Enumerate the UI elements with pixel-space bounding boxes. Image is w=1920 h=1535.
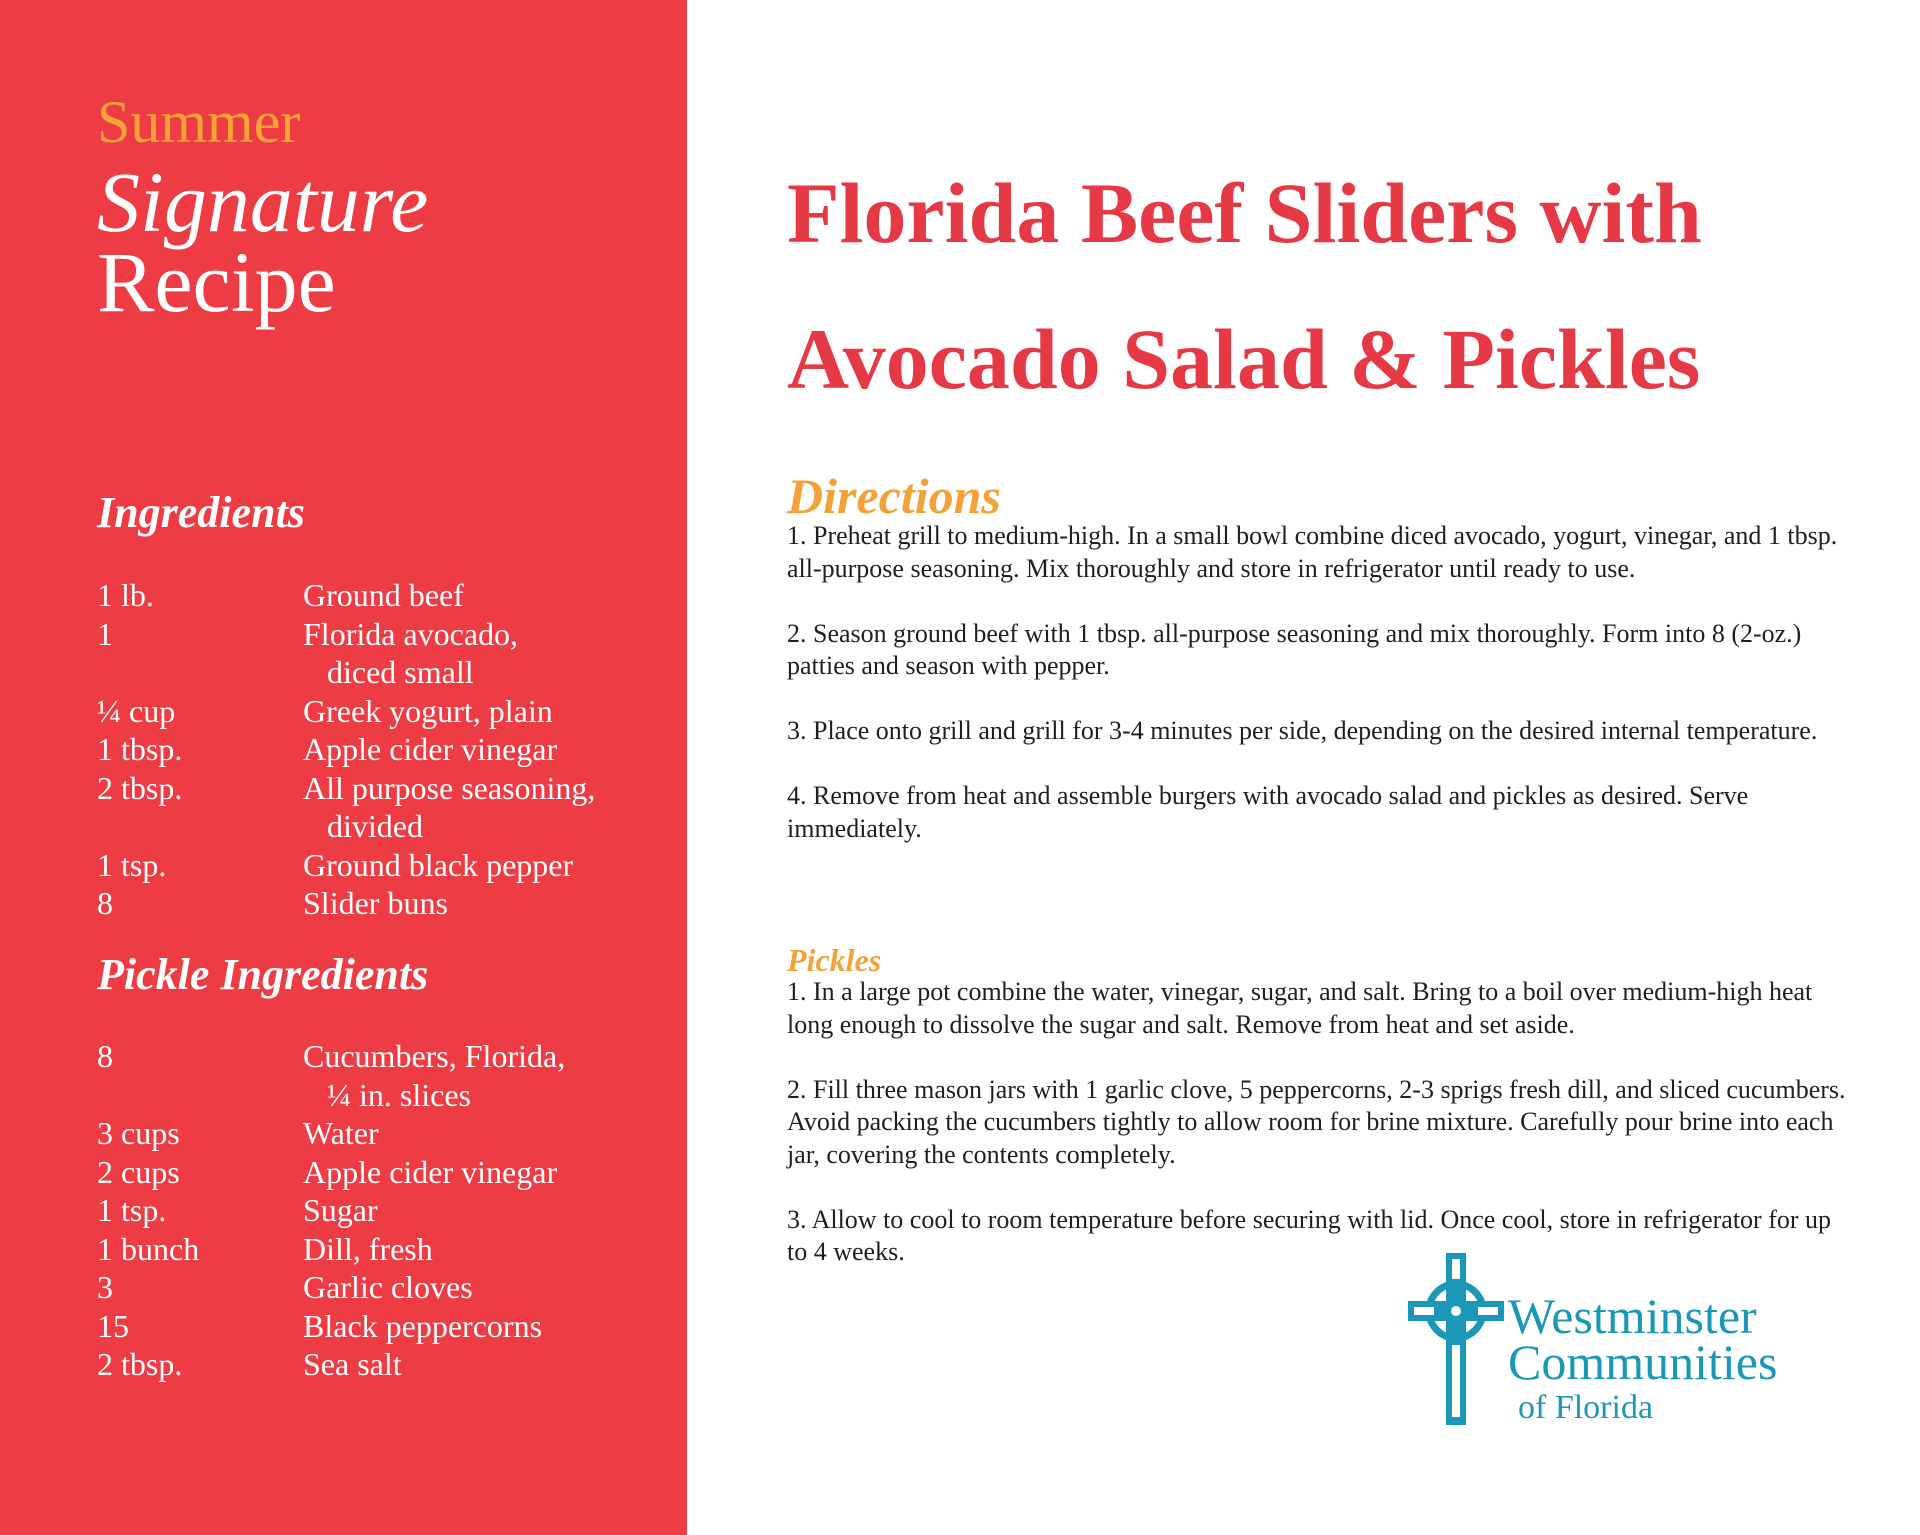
ingredient-qty: 15 [97,1307,129,1344]
recipe-title-line1: Florida Beef Sliders with [787,165,1702,261]
direction-step: 3. Place onto grill and grill for 3-4 minutes per side, depending on the desired internal temperature. [787,716,1818,745]
ingredient-row [97,1037,657,1114]
direction-step: 4. Remove from heat and assemble burgers with avocado salad and pickles as desired. Serve immediately. [787,781,1749,843]
brand-recipe: Recipe [97,234,336,330]
ingredient-row [97,1191,657,1230]
ingredient-name: Apple cider vinegar [303,1153,558,1190]
ingredient-name: Sea salt [303,1346,402,1382]
ingredient-row [97,1230,657,1269]
ingredient-row [97,1114,657,1153]
ingredient-qty: 1 tsp. [97,1192,167,1228]
ingredient-qty: 1 tbsp. [97,731,183,767]
pickle-step: 1. In a large pot combine the water, vinegar, sugar, and salt. Bring to a boil over medium-high heat long enough to dissolve the sugar and salt. Remove from heat and set aside. [787,977,1813,1039]
ingredient-row [97,769,657,846]
ingredient-qty: 1 bunch [97,1230,200,1267]
pickle-ingredients-heading: Pickle Ingredients [97,950,429,999]
ingredient-name: Greek yogurt, plain [303,692,553,729]
ingredient-qty: 2 tbsp. [97,769,183,806]
ingredient-name: Ground black pepper [303,846,574,883]
ingredient-qty: 2 tbsp. [97,1346,183,1382]
pickle-ingredients-list [97,1037,657,1384]
ingredient-row [97,884,657,923]
ingredient-qty: 1 tsp. [97,846,167,883]
ingredient-name: Florida avocado, [303,615,519,652]
logo-line3: of Florida [1518,1389,1654,1426]
ingredient-name: Apple cider vinegar [303,731,558,767]
recipe-title-line2: Avocado Salad & Pickles [787,311,1701,407]
ingredient-name-cont: ¼ in. slices [327,1076,471,1113]
ingredient-qty: 3 [97,1269,113,1305]
ingredient-qty: ¼ cup [97,692,176,729]
ingredients-list [97,576,657,923]
ingredient-name: Garlic cloves [303,1269,473,1305]
direction-step: 1. Preheat grill to medium-high. In a small bowl combine diced avocado, yogurt, vinegar, and 1 tbsp. all-purpose seasoning. Mix thoroughly and store in refrigerator until ready to use. [787,521,1838,583]
ingredient-qty: 1 lb. [97,577,154,613]
left-panel [0,0,687,1535]
ingredient-row [97,730,657,769]
ingredient-name: Ground beef [303,577,464,613]
pickle-step: 2. Fill three mason jars with 1 garlic clove, 5 peppercorns, 2-3 sprigs fresh dill, and sliced cucumbers. Avoid packing the cucumbers tightly to allow room for brine mixture. Carefully pour brine into each jar, covering the contents completely. [787,1074,1846,1169]
ingredient-qty: 8 [97,885,113,921]
ingredient-name: Dill, fresh [303,1230,433,1267]
brand-summer: Summer [97,89,301,155]
logo-line1: Westminster [1508,1288,1757,1344]
ingredient-row [97,692,657,731]
ingredient-row [97,1307,657,1346]
logo-line2: Communities [1508,1334,1778,1390]
ingredient-name: Black peppercorns [303,1307,543,1344]
ingredient-row [97,1153,657,1192]
ingredient-qty: 1 [97,615,113,652]
westminster-logo [1408,1253,1828,1425]
ingredient-name: Water [303,1115,379,1151]
ingredient-qty: 8 [97,1038,113,1074]
ingredient-qty: 3 cups [97,1115,180,1151]
celtic-cross-icon [1408,1253,1504,1425]
directions-steps [787,520,1857,878]
ingredient-name: All purpose seasoning, [303,769,596,806]
logo-text [1508,1288,1778,1431]
ingredient-row [97,615,657,692]
ingredients-heading: Ingredients [97,488,305,537]
signature-recipe-branding [97,89,429,330]
ingredient-name-cont: diced small [327,654,474,690]
ingredient-row [97,846,657,885]
brand-signature: Signature [97,154,429,250]
ingredient-row [97,576,657,615]
directions-heading: Directions [787,468,1001,524]
direction-step: 2. Season ground beef with 1 tbsp. all-purpose seasoning and mix thoroughly. Form into 8 (2-oz.) patties and season with pepper. [787,618,1802,680]
ingredient-name: Sugar [303,1192,378,1228]
pickles-heading: Pickles [787,942,882,978]
recipe-title [787,140,1887,432]
ingredient-qty: 2 cups [97,1153,180,1190]
ingredient-name-cont: divided [327,808,423,844]
ingredient-name: Slider buns [303,885,448,921]
ingredient-row [97,1268,657,1307]
ingredient-row [97,1345,657,1384]
pickle-step: 3. Allow to cool to room temperature before securing with lid. Once cool, store in refrigerator for up to 4 weeks. [787,1204,1832,1266]
ingredient-name: Cucumbers, Florida, [303,1038,566,1074]
